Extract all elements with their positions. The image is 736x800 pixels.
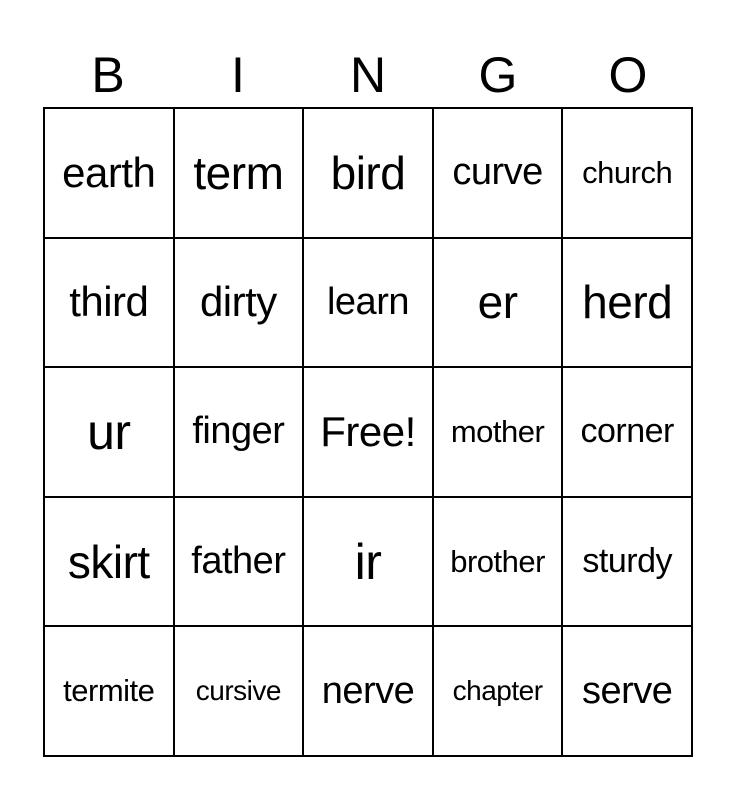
bingo-cell-r4-c3: ir xyxy=(303,497,433,627)
bingo-cell-r3-c3-free: Free! xyxy=(303,367,433,497)
bingo-cell-r1-c1: earth xyxy=(44,108,174,238)
bingo-cell-r1-c2: term xyxy=(174,108,304,238)
bingo-cell-r2-c2: dirty xyxy=(174,238,304,368)
bingo-cell-r5-c3: nerve xyxy=(303,626,433,756)
bingo-cell-r2-c1: third xyxy=(44,238,174,368)
header-letter-n: N xyxy=(349,47,387,103)
bingo-header xyxy=(43,44,693,106)
bingo-cell-r5-c4: chapter xyxy=(433,626,563,756)
bingo-cell-r1-c5: church xyxy=(562,108,692,238)
header-letter-b: B xyxy=(91,47,125,103)
bingo-cell-r2-c3: learn xyxy=(303,238,433,368)
bingo-cell-r1-c3: bird xyxy=(303,108,433,238)
header-letter-i: I xyxy=(231,47,245,103)
bingo-cell-r3-c4: mother xyxy=(433,367,563,497)
bingo-cell-r1-c4: curve xyxy=(433,108,563,238)
bingo-cell-r5-c2: cursive xyxy=(174,626,304,756)
bingo-cell-r2-c5: herd xyxy=(562,238,692,368)
bingo-cell-r4-c4: brother xyxy=(433,497,563,627)
bingo-cell-r4-c5: sturdy xyxy=(562,497,692,627)
bingo-cell-r4-c1: skirt xyxy=(44,497,174,627)
header-letter-o: O xyxy=(608,47,648,103)
bingo-cell-r3-c5: corner xyxy=(562,367,692,497)
bingo-cell-r5-c5: serve xyxy=(562,626,692,756)
bingo-cell-r3-c1: ur xyxy=(44,367,174,497)
bingo-cell-r5-c1: termite xyxy=(44,626,174,756)
bingo-card-grid xyxy=(43,107,693,757)
bingo-cell-r3-c2: finger xyxy=(174,367,304,497)
bingo-cell-r4-c2: father xyxy=(174,497,304,627)
header-letter-g: G xyxy=(478,47,518,103)
bingo-cell-r2-c4: er xyxy=(433,238,563,368)
